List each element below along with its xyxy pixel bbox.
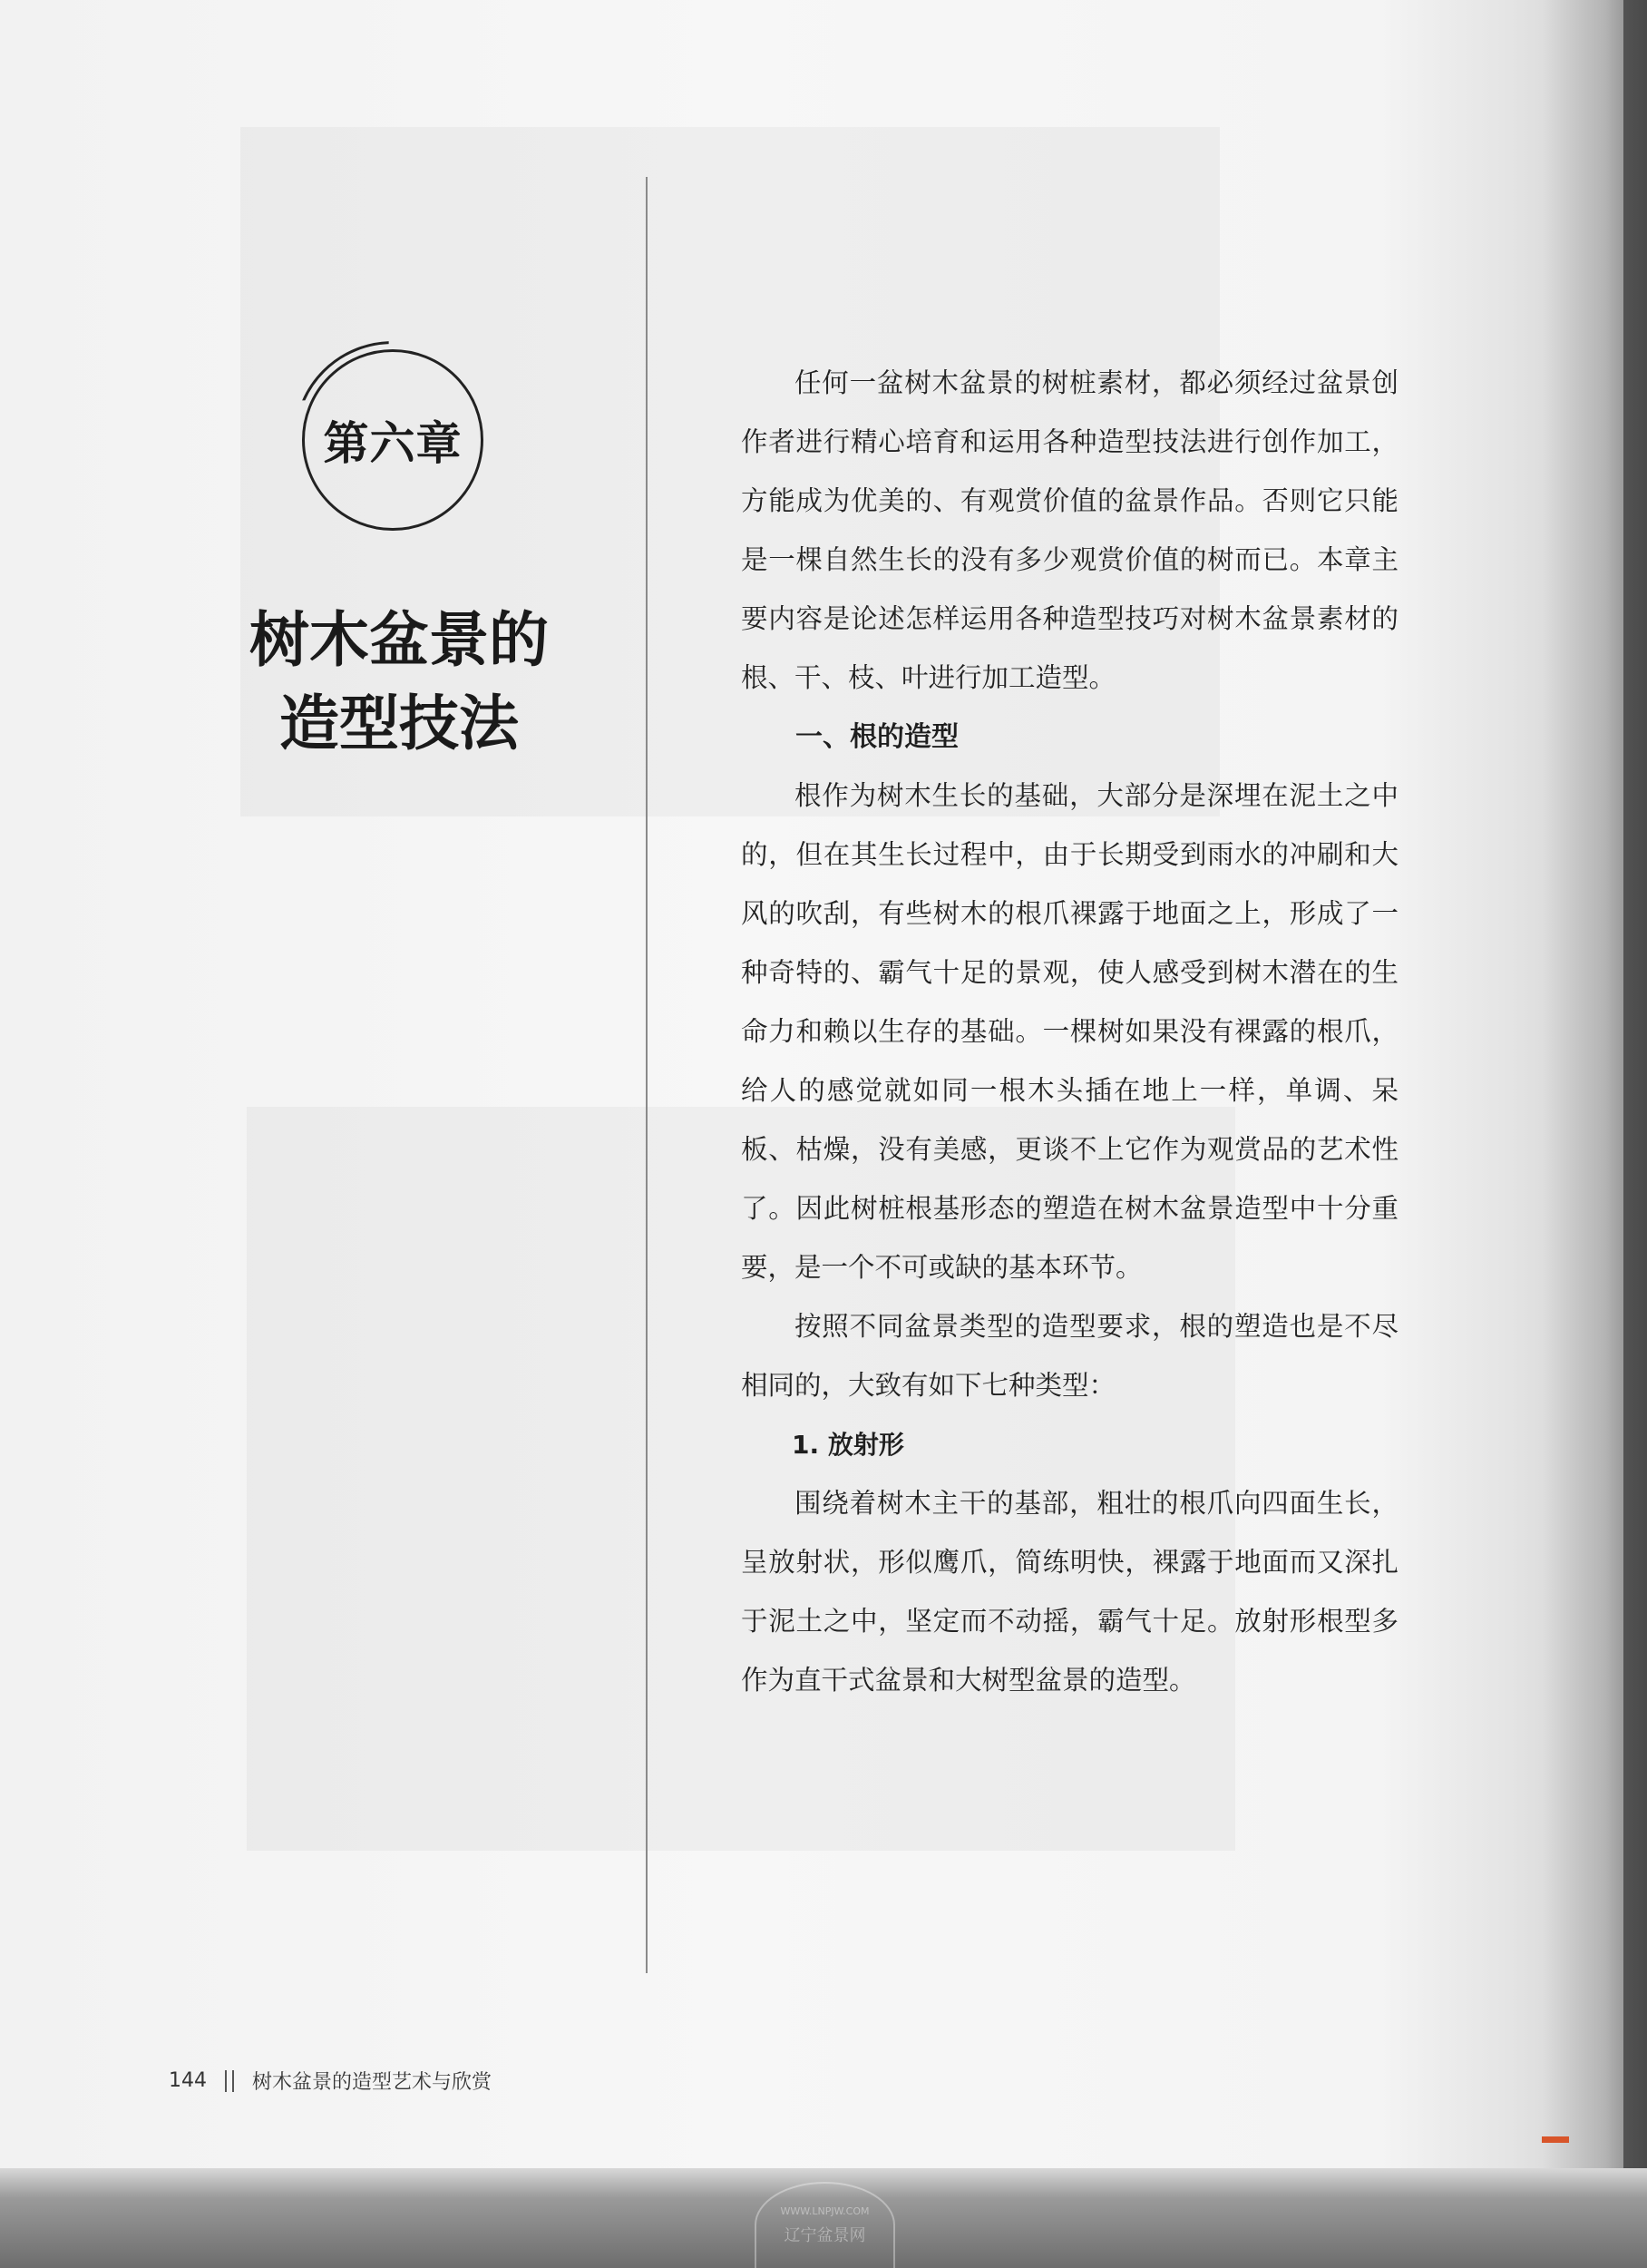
page-footer	[169, 2067, 492, 2095]
watermark-logo	[755, 2182, 895, 2268]
page-edge-shadow	[1542, 0, 1647, 2195]
section-heading: 一、根的造型	[795, 721, 959, 753]
chapter-title-line-2: 造型技法	[279, 689, 519, 758]
column-divider	[646, 177, 648, 1973]
paragraph-3: 围绕着树木主干的基部，粗壮的根爪向四面生长，呈放射状，形似鹰爪，简练明快，裸露于地面而又深扎于泥土之中，坚定而不动摇，霸气十足。放射形根型多作为直干式盆景和大树型盆景的造型。	[741, 1488, 1398, 1696]
watermark-url: WWW.LNPJW.COM	[780, 2205, 870, 2217]
page-number: 144	[169, 2069, 207, 2092]
watermark-name: 辽宁盆景网	[784, 2226, 866, 2245]
body-text	[741, 354, 1398, 1710]
book-title: 树木盆景的造型艺术与欣赏	[252, 2071, 492, 2094]
intro-paragraph: 任何一盆树木盆景的树桩素材，都必须经过盆景创作者进行精心培育和运用各种造型技法进行创作加工，方能成为优美的、有观赏价值的盆景作品。否则它只能是一棵自然生长的没有多少观赏价值的树而已。本章主要内容是论述怎样运用各种造型技巧对树木盆景素材的根、干、枝、叶进行加工造型。	[741, 367, 1398, 693]
chapter-label: 第六章	[323, 417, 463, 470]
chapter-title	[218, 599, 580, 766]
paragraph-2: 按照不同盆景类型的造型要求，根的塑造也是不尽相同的，大致有如下七种类型：	[741, 1311, 1398, 1401]
paragraph-1: 根作为树木生长的基础，大部分是深埋在泥土之中的，但在其生长过程中，由于长期受到雨水的冲刷和大风的吹刮，有些树木的根爪裸露于地面之上，形成了一种奇特的、霸气十足的景观，使人感受到树木潜在的生命力和赖以生存的基础。一棵树如果没有裸露的根爪，给人的感觉就如同一根木头插在地上一样，单调、呆板、枯燥，没有美感，更谈不上它作为观赏品的艺术性了。因此树桩根基形态的塑造在树木盆景造型中十分重要，是一个不可或缺的基本环节。	[741, 780, 1398, 1283]
footer-separator	[225, 2070, 234, 2092]
orange-edge-mark	[1542, 2136, 1569, 2143]
sub-heading: 1. 放射形	[792, 1430, 904, 1460]
chapter-title-line-1: 树木盆景的	[249, 605, 549, 675]
